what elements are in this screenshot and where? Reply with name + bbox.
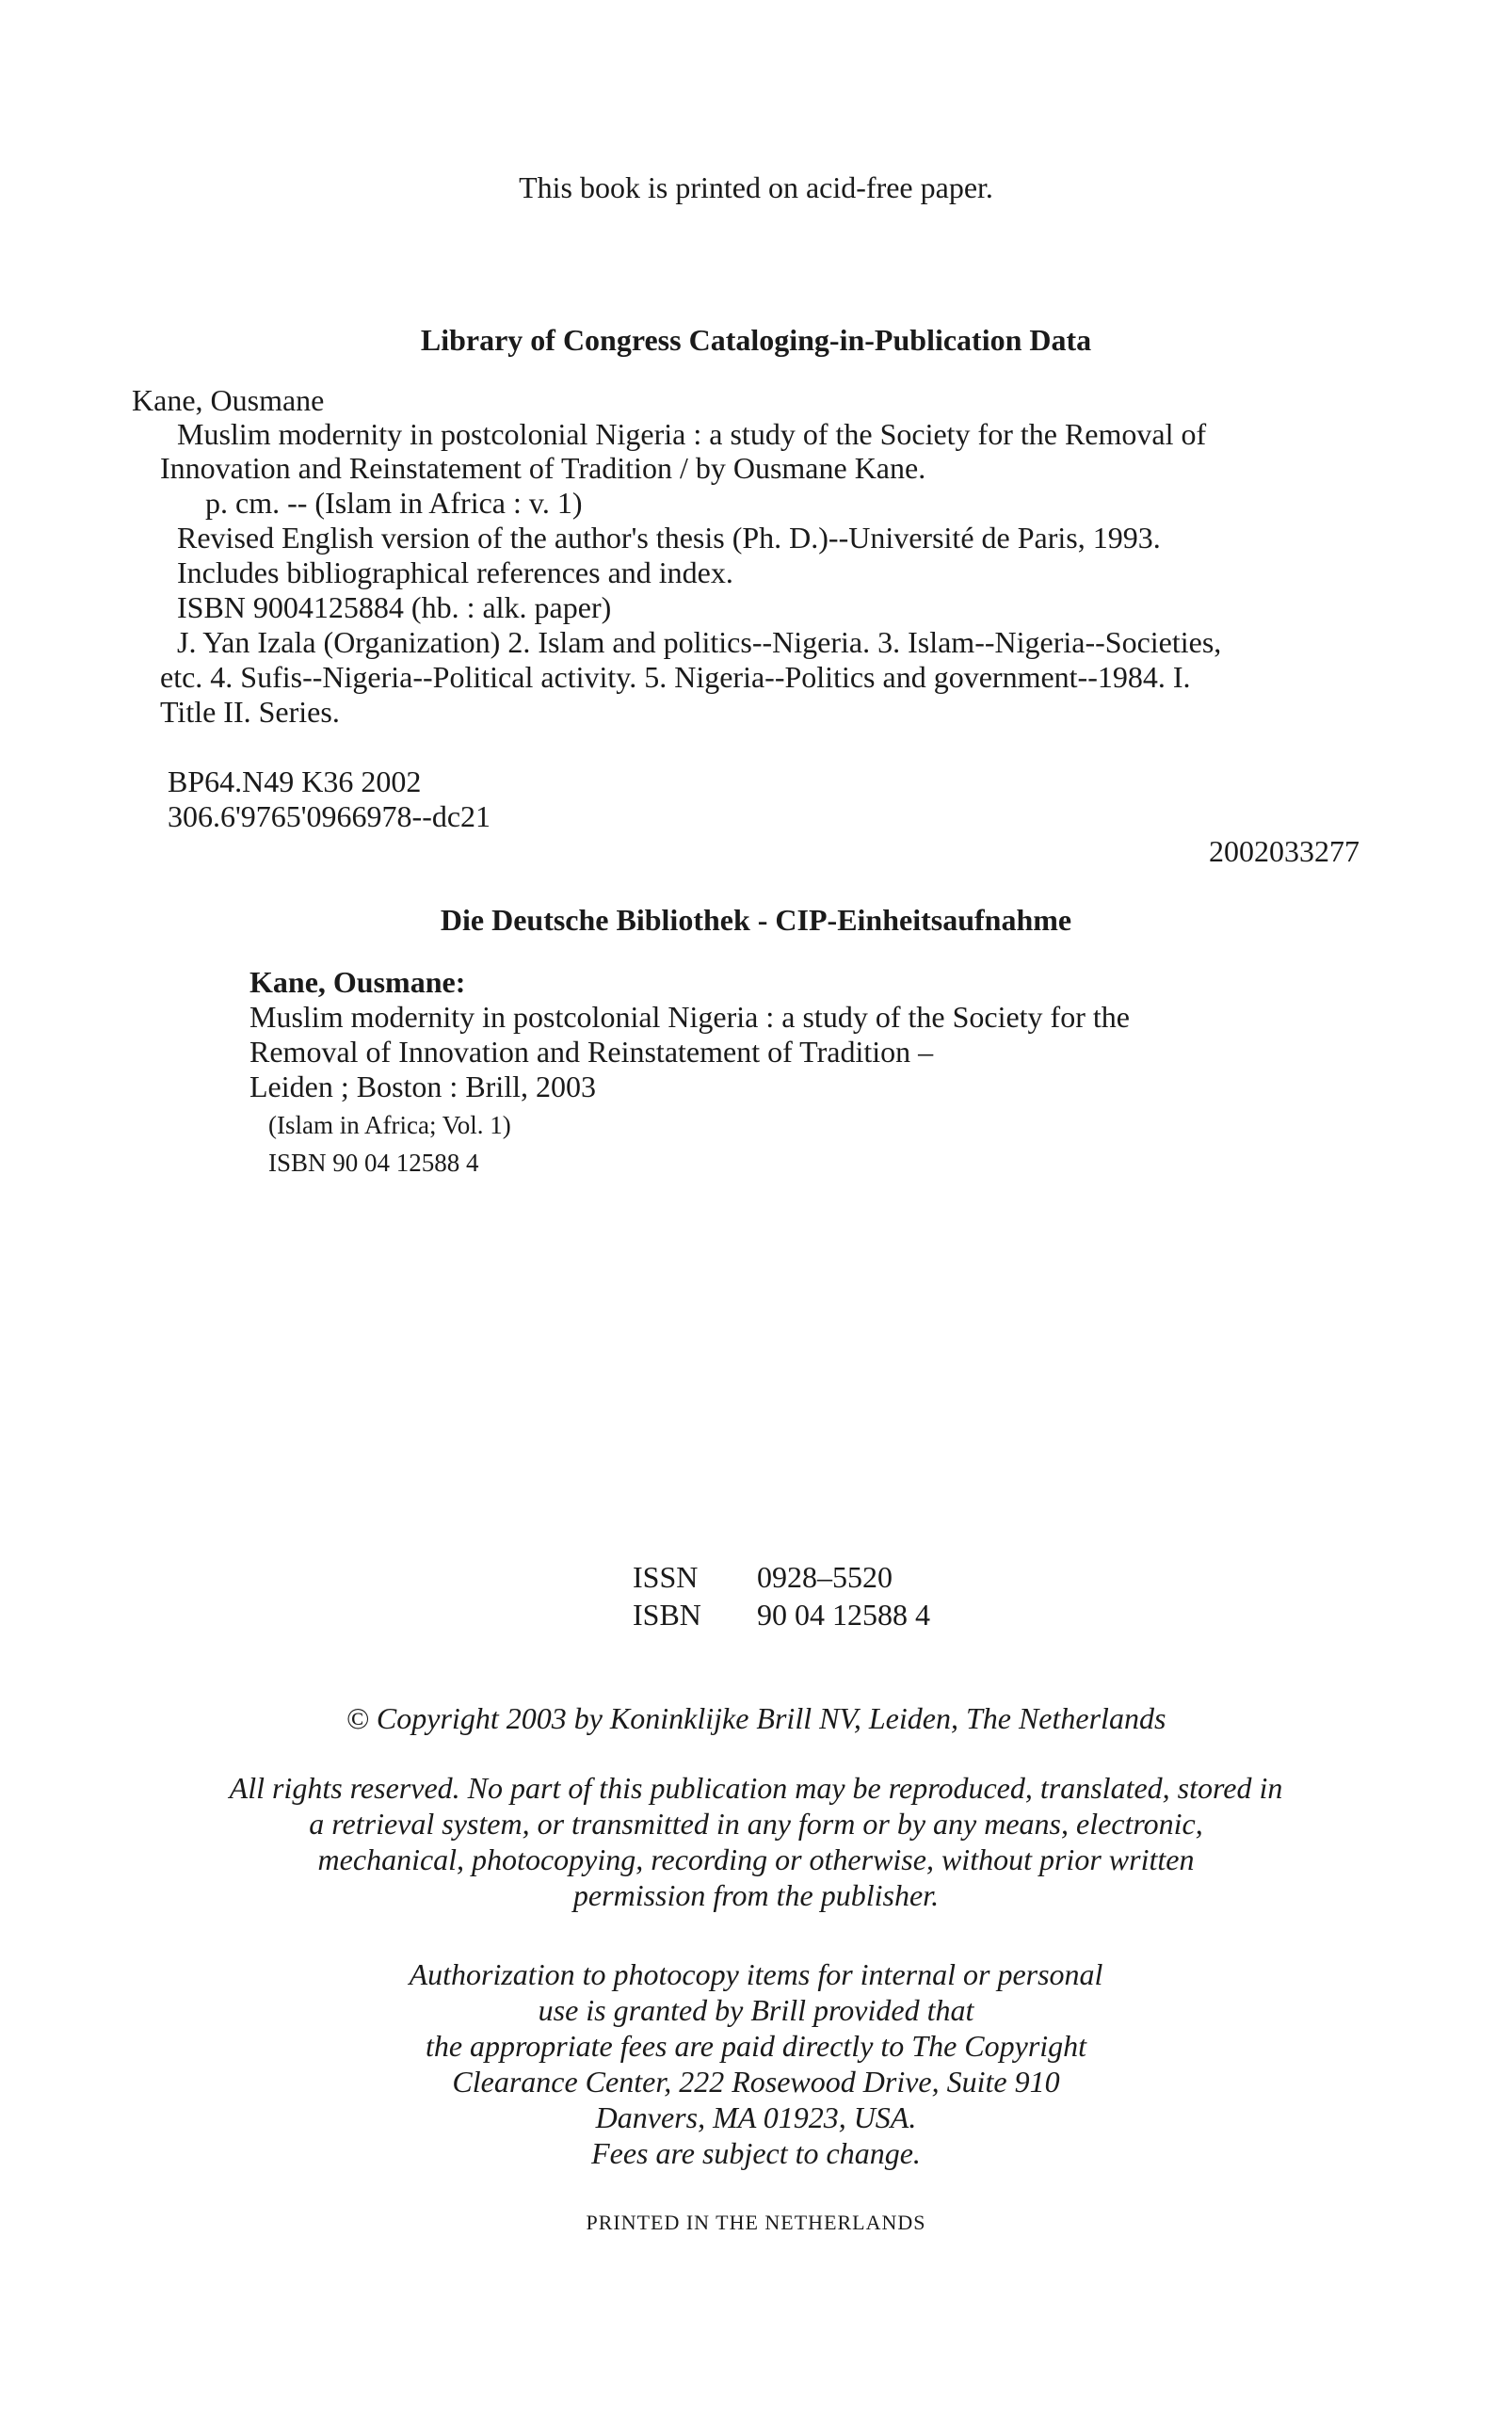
lc-subjects-line-2: etc. 4. Sufis--Nigeria--Political activity. 5. Nigeria--Politics and government--1984. I. xyxy=(160,660,1191,694)
authorization-line-5: Danvers, MA 01923, USA. xyxy=(595,2100,917,2134)
issn-value: 0928–5520 xyxy=(757,1560,893,1594)
printed-in-notice: PRINTED IN THE NETHERLANDS xyxy=(586,2211,926,2234)
lc-isbn: ISBN 9004125884 (hb. : alk. paper) xyxy=(177,590,612,624)
isbn-label: ISBN xyxy=(633,1598,701,1632)
dnb-series: (Islam in Africa; Vol. 1) xyxy=(268,1111,511,1139)
lc-physical-description: p. cm. -- (Islam in Africa : v. 1) xyxy=(205,486,583,520)
lc-dewey-number: 306.6'9765'0966978--dc21 xyxy=(168,799,491,833)
lc-heading: Library of Congress Cataloging-in-Publication Data xyxy=(420,323,1092,357)
issn-row xyxy=(633,1559,893,1595)
dnb-title-line-2: Removal of Innovation and Reinstatement of Tradition – xyxy=(249,1035,934,1069)
copyright-line: © Copyright 2003 by Koninklijke Brill NV, Leiden, The Netherlands xyxy=(346,1701,1166,1735)
dnb-heading: Die Deutsche Bibliothek - CIP-Einheitsaufnahme xyxy=(440,903,1072,937)
rights-line-2: a retrieval system, or transmitted in any form or by any means, electronic, xyxy=(309,1807,1203,1841)
authorization-line-4: Clearance Center, 222 Rosewood Drive, Suite 910 xyxy=(452,2065,1060,2099)
lc-subjects-line-1: J. Yan Izala (Organization) 2. Islam and politics--Nigeria. 3. Islam--Nigeria--Societies, xyxy=(177,625,1222,659)
isbn-row xyxy=(633,1597,930,1633)
rights-line-1: All rights reserved. No part of this publication may be reproduced, translated, stored in xyxy=(229,1771,1283,1805)
rights-line-3: mechanical, photocopying, recording or otherwise, without prior written xyxy=(317,1842,1195,1876)
lc-control-number: 2002033277 xyxy=(1209,834,1359,868)
isbn-value: 90 04 12588 4 xyxy=(757,1598,930,1632)
dnb-title-line-1: Muslim modernity in postcolonial Nigeria : a study of the Society for the xyxy=(249,1000,1130,1034)
lc-bibliography-note: Includes bibliographical references and index. xyxy=(177,555,733,589)
dnb-isbn: ISBN 90 04 12588 4 xyxy=(268,1149,479,1177)
issn-label: ISSN xyxy=(633,1560,699,1594)
lc-thesis-note: Revised English version of the author's thesis (Ph. D.)--Université de Paris, 1993. xyxy=(177,521,1161,555)
lc-author: Kane, Ousmane xyxy=(132,383,325,417)
dnb-imprint: Leiden ; Boston : Brill, 2003 xyxy=(249,1070,596,1103)
authorization-line-6: Fees are subject to change. xyxy=(591,2136,921,2170)
lc-title-line-1: Muslim modernity in postcolonial Nigeria : a study of the Society for the Removal of xyxy=(177,417,1207,451)
dnb-author: Kane, Ousmane: xyxy=(249,965,466,999)
authorization-line-2: use is granted by Brill provided that xyxy=(538,1993,974,2027)
lc-title-line-2: Innovation and Reinstatement of Tradition / by Ousmane Kane. xyxy=(160,451,926,485)
lc-call-number: BP64.N49 K36 2002 xyxy=(168,764,422,798)
authorization-line-3: the appropriate fees are paid directly to The Copyright xyxy=(425,2029,1087,2063)
rights-line-4: permission from the publisher. xyxy=(572,1878,940,1912)
acid-free-note: This book is printed on acid-free paper. xyxy=(519,170,993,204)
authorization-line-1: Authorization to photocopy items for internal or personal xyxy=(409,1957,1103,1991)
lc-subjects-line-3: Title II. Series. xyxy=(160,695,340,729)
